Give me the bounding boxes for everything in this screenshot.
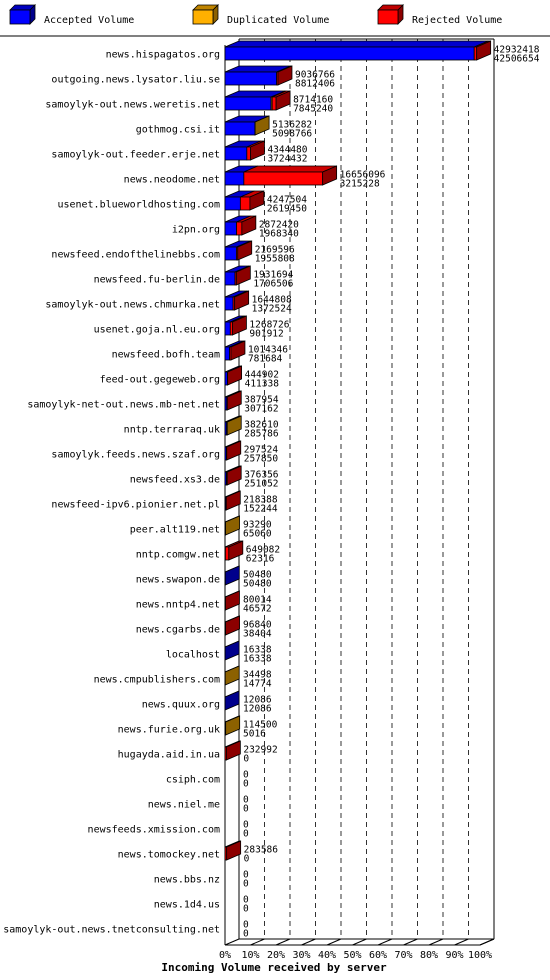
server-label: newsfeed.bofh.team [111, 349, 220, 361]
server-label: news.1d4.us [153, 899, 220, 911]
server-label: news.hispagatos.org [105, 49, 220, 61]
total-value-label: 387954 [244, 394, 279, 406]
bar-accepted [225, 197, 240, 210]
server-label: samoylyk-out.feeder.erje.net [51, 149, 220, 161]
total-value-label: 16338 [243, 644, 272, 656]
server-label: hugayda.aid.in.ua [117, 749, 220, 761]
total-value-label: 34498 [243, 669, 272, 681]
server-label: samoylyk-out.news.chmurka.net [45, 299, 220, 311]
total-value-label: 16656096 [339, 169, 386, 181]
accepted-value-label: 0 [243, 803, 249, 815]
bar-accepted [225, 222, 237, 235]
total-value-label: 0 [243, 769, 249, 781]
total-value-label: 2169596 [254, 244, 295, 256]
total-value-label: 8714160 [293, 94, 334, 106]
accepted-value-label: 3724432 [267, 153, 308, 165]
total-value-label: 0 [243, 894, 249, 906]
server-label: localhost [165, 649, 220, 661]
bar-accepted [225, 72, 277, 85]
total-value-label: 5136282 [272, 119, 313, 131]
total-value-label: 1268726 [249, 319, 290, 331]
server-label: news.neodome.net [123, 174, 220, 186]
x-tick-label: 90% [445, 950, 464, 961]
server-label: newsfeed.fu-berlin.de [93, 274, 220, 286]
accepted-value-label: 5098766 [272, 128, 313, 140]
bar-accepted [225, 97, 271, 110]
server-label: nntp.comgw.net [135, 549, 220, 561]
server-label: peer.alt119.net [129, 524, 220, 536]
total-value-label: 0 [243, 819, 249, 831]
bar-accepted [225, 122, 255, 135]
total-value-label: 218388 [243, 494, 278, 506]
legend-label: Accepted Volume [44, 15, 135, 26]
x-axis-title: Incoming Volume received by server [161, 961, 387, 974]
server-label: news.nntp4.net [135, 599, 220, 611]
server-label: usenet.blueworldhosting.com [57, 199, 220, 211]
x-tick-label: 20% [266, 950, 286, 961]
server-label: news.furie.org.uk [117, 724, 220, 736]
legend-swatch [10, 10, 30, 24]
accepted-value-label: 411338 [244, 378, 279, 390]
x-tick-label: 30% [292, 950, 311, 961]
x-tick-label: 40% [317, 950, 337, 961]
total-value-label: 96840 [243, 619, 272, 631]
accepted-value-label: 42506654 [493, 53, 540, 65]
server-label: newsfeed.xs3.de [129, 474, 220, 486]
server-label: news.quux.org [141, 699, 220, 711]
total-value-label: 12086 [243, 694, 272, 706]
server-label: gothmog.csi.it [135, 124, 220, 136]
x-tick-label: 60% [368, 950, 388, 961]
total-value-label: 80014 [243, 594, 272, 606]
bar-accepted [225, 47, 474, 60]
total-value-label: 9036766 [294, 69, 336, 81]
accepted-value-label: 901912 [249, 328, 284, 340]
accepted-value-label: 285786 [244, 428, 279, 440]
legend-label: Duplicated Volume [227, 15, 330, 26]
x-tick-label: 50% [343, 950, 362, 961]
server-label: outgoing.news.lysator.liu.se [51, 74, 220, 86]
server-label: newsfeed-ipv6.pionier.net.pl [51, 499, 220, 511]
accepted-value-label: 0 [243, 878, 249, 890]
bar-accepted [225, 347, 230, 360]
accepted-value-label: 0 [243, 903, 249, 915]
accepted-value-label: 50480 [243, 578, 272, 590]
accepted-value-label: 0 [243, 853, 250, 865]
total-value-label: 0 [243, 794, 249, 806]
total-value-label: 1644808 [251, 294, 292, 306]
accepted-value-label: 38404 [243, 628, 272, 640]
total-value-label: 376356 [244, 469, 279, 481]
accepted-value-label: 12086 [243, 703, 272, 715]
server-label: news.bbs.nz [153, 874, 220, 886]
total-value-label: 297524 [243, 444, 279, 456]
server-label: samoylyk.feeds.news.szaf.org [51, 449, 220, 461]
total-value-label: 114500 [243, 719, 278, 731]
server-label: news.tomockey.net [117, 849, 220, 861]
bar-rejected [244, 172, 323, 185]
bar-accepted [225, 297, 233, 310]
server-label: news.cmpublishers.com [93, 674, 220, 686]
legend-swatch [193, 10, 213, 24]
server-label: newsfeeds.xmission.com [87, 824, 220, 836]
total-value-label: 649082 [245, 544, 281, 556]
server-label: csiph.com [165, 774, 220, 786]
total-value-label: 232992 [243, 744, 278, 756]
accepted-value-label: 62316 [245, 553, 275, 565]
server-label: samoylyk-out.news.tnetconsulting.net [3, 924, 220, 936]
total-value-label: 42932418 [493, 44, 540, 56]
accepted-value-label: 2619450 [266, 203, 307, 215]
server-label: usenet.goja.nl.eu.org [93, 324, 220, 336]
bar-rejected [225, 547, 228, 560]
accepted-value-label: 1968340 [258, 228, 299, 240]
total-value-label: 4344480 [267, 144, 308, 156]
x-tick-label: 70% [394, 950, 413, 961]
server-label: newsfeed.endofthelinebbs.com [51, 249, 220, 261]
bar-rejected [247, 147, 251, 160]
accepted-value-label: 46572 [243, 603, 272, 615]
server-label: i2pn.org [171, 224, 220, 236]
accepted-value-label: 0 [243, 778, 249, 790]
accepted-value-label: 0 [243, 753, 250, 765]
total-value-label: 283586 [243, 844, 278, 856]
server-label: news.niel.me [147, 799, 220, 811]
server-label: news.swapon.de [135, 574, 220, 586]
server-label: samoylyk-out.news.weretis.net [45, 99, 220, 111]
bar-rejected [272, 97, 276, 110]
bar-accepted-top [225, 41, 488, 47]
accepted-value-label: 152244 [243, 503, 278, 515]
accepted-value-label: 251052 [244, 478, 279, 490]
total-value-label: 0 [243, 869, 249, 881]
total-value-label: 4247504 [266, 194, 307, 206]
accepted-value-label: 65060 [243, 528, 272, 540]
bar-accepted [225, 322, 230, 335]
total-value-label: 93290 [243, 519, 272, 531]
server-label: nntp.terraraq.uk [123, 424, 220, 436]
x-tick-label: 0% [218, 950, 232, 961]
total-value-label: 444902 [244, 369, 279, 381]
legend-label: Rejected Volume [412, 15, 503, 26]
bar-accepted [225, 172, 244, 185]
accepted-value-label: 1372524 [251, 303, 292, 315]
accepted-value-label: 3215228 [339, 178, 380, 190]
accepted-value-label: 8812406 [294, 78, 336, 90]
x-tick-label: 10% [241, 950, 260, 961]
bar-rejected-top [244, 166, 337, 172]
server-label: samoylyk-net-out.news.mb-net.net [27, 399, 220, 411]
bar-rejected [240, 197, 250, 210]
accepted-value-label: 16338 [243, 653, 272, 665]
bar-accepted [225, 147, 247, 160]
accepted-value-label: 781684 [247, 353, 283, 365]
total-value-label: 50480 [243, 569, 272, 581]
accepted-value-label: 1955808 [254, 253, 295, 265]
bar-accepted [225, 272, 235, 285]
x-tick-label: 80% [419, 950, 439, 961]
total-value-label: 382610 [244, 419, 279, 431]
server-label: news.cgarbs.de [135, 624, 220, 636]
accepted-value-label: 0 [243, 828, 249, 840]
total-value-label: 2872420 [258, 219, 299, 231]
total-value-label: 0 [243, 919, 249, 931]
accepted-value-label: 5016 [243, 728, 266, 740]
accepted-value-label: 1706506 [253, 278, 294, 290]
server-label: feed-out.gegeweb.org [99, 374, 220, 386]
bar-accepted [225, 247, 236, 260]
accepted-value-label: 14774 [243, 678, 272, 690]
bar-rejected [237, 222, 242, 235]
accepted-value-label: 0 [243, 928, 249, 940]
accepted-value-label: 7845240 [293, 103, 334, 115]
accepted-value-label: 257850 [243, 453, 279, 465]
legend-swatch [378, 10, 398, 24]
total-value-label: 1014346 [247, 344, 288, 356]
accepted-value-label: 307162 [244, 403, 279, 415]
total-value-label: 1931694 [253, 269, 294, 281]
x-tick-label: 100% [467, 950, 493, 961]
